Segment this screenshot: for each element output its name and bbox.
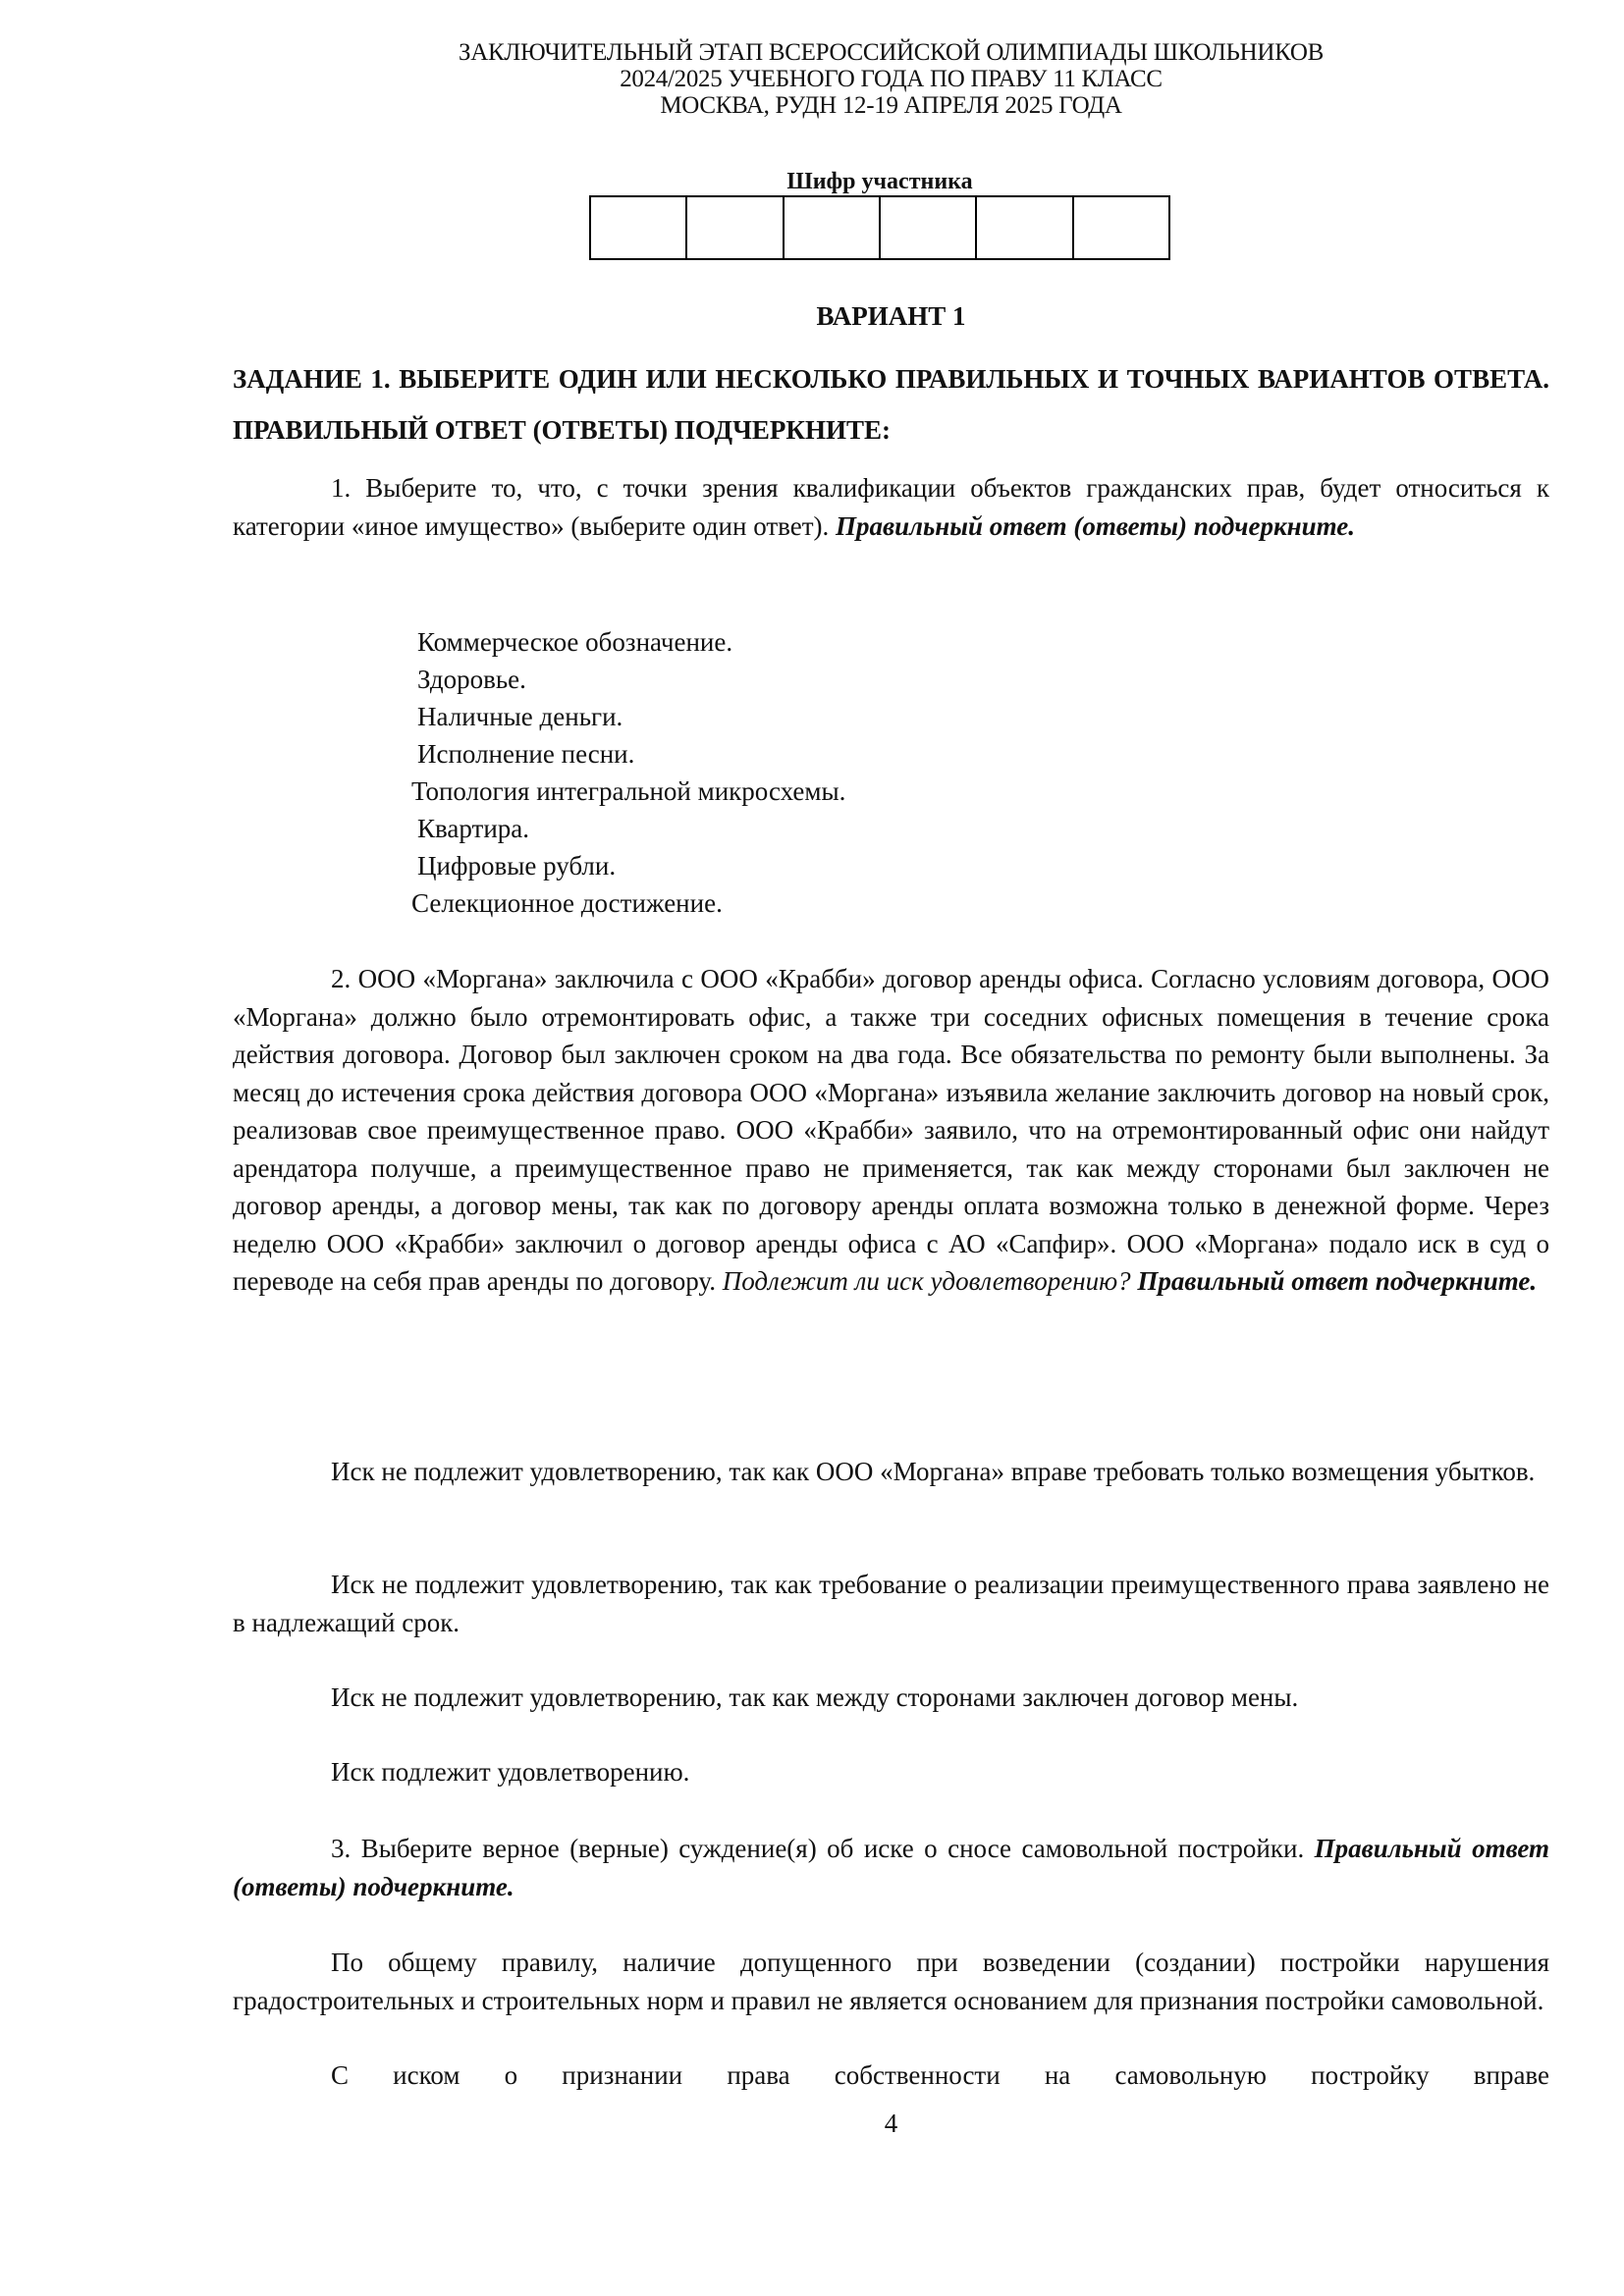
page-number: 4 xyxy=(884,2109,898,2138)
option-item[interactable]: Цифровые рубли. xyxy=(417,851,617,881)
question-1-instruction: Правильный ответ (ответы) подчеркните. xyxy=(836,510,1356,541)
cipher-cell-4[interactable] xyxy=(881,197,977,258)
option-item[interactable]: Топология интегральной микросхемы. xyxy=(411,776,846,806)
header-line-1: ЗАКЛЮЧИТЕЛЬНЫЙ ЭТАП ВСЕРОССИЙСКОЙ ОЛИМПИАДЫ ШКОЛЬНИКОВ xyxy=(459,39,1324,66)
question-2-option-4[interactable]: Иск подлежит удовлетворению. xyxy=(331,1757,690,1787)
cipher-cell-1[interactable] xyxy=(591,197,687,258)
cipher-cell-6[interactable] xyxy=(1074,197,1168,258)
question-1 xyxy=(233,469,1549,545)
header-line-3: МОСКВА, РУДН 12-19 АПРЕЛЯ 2025 ГОДА xyxy=(660,92,1122,119)
question-3-option-2[interactable]: С иском о признании права собственности на самовольную постройку вправе xyxy=(331,2060,1549,2090)
question-3-option-1[interactable]: По общему правилу, наличие допущенного при возведении (создании) постройки нарушения градостроительных и строительных норм и правил не является основанием для признания постройки самовольной. xyxy=(233,1948,1549,2015)
variant-title: ВАРИАНТ 1 xyxy=(816,301,966,331)
question-3-text: 3. Выберите верное (верные) суждение(я) об иске о сносе самовольной постройки. xyxy=(331,1834,1305,1863)
header-line-2: 2024/2025 УЧЕБНОГО ГОДА ПО ПРАВУ 11 КЛАСС xyxy=(620,66,1163,92)
cipher-cell-3[interactable] xyxy=(785,197,881,258)
question-1-text: 1. Выберите то, что, с точки зрения квалификации объектов гражданских прав, будет относиться к категории «иное имущество» (выберите один ответ). xyxy=(233,473,1549,541)
cipher-cell-5[interactable] xyxy=(977,197,1073,258)
cipher-box xyxy=(589,195,1170,260)
question-2-option-3[interactable]: Иск не подлежит удовлетворению, так как между сторонами заключен договор мены. xyxy=(331,1682,1299,1712)
option-item[interactable]: Селекционное достижение. xyxy=(411,888,723,918)
question-2-question: Подлежит ли иск удовлетворению? xyxy=(722,1266,1131,1296)
question-2-option-2[interactable]: Иск не подлежит удовлетворению, так как требование о реализации преимущественного права заявлено не в надлежащий срок. xyxy=(233,1570,1549,1637)
question-2-instruction: Правильный ответ подчеркните. xyxy=(1137,1266,1538,1296)
task-title: ЗАДАНИЕ 1. ВЫБЕРИТЕ ОДИН ИЛИ НЕСКОЛЬКО ПРАВИЛЬНЫХ И ТОЧНЫХ ВАРИАНТОВ ОТВЕТА. ПРАВИЛЬНЫЙ ОТВЕТ (ОТВЕТЫ) ПОДЧЕРКНИТЕ: xyxy=(233,364,1549,445)
question-1-options xyxy=(411,623,846,922)
cipher-label: Шифр участника xyxy=(786,169,973,194)
option-item[interactable]: Здоровье. xyxy=(417,665,526,694)
question-3 xyxy=(233,1830,1549,1905)
option-item[interactable]: Исполнение песни. xyxy=(417,739,635,769)
question-2 xyxy=(233,960,1549,1301)
cipher-cell-2[interactable] xyxy=(687,197,784,258)
question-2-text: 2. ООО «Моргана» заключила с ООО «Крабби» договор аренды офиса. Согласно условиям договора, ООО «Моргана» должно было отремонтировать офис, а также три соседних офисных помещения в течение срока действия договора. Договор был заключен сроком на два года. Все обязательства по ремонту были выполнены. За месяц до истечения срока действия договора ООО «Моргана» изъявила желание заключить договор на новый срок, реализовав свое преимущественное право. ООО «Крабби» заявило, что на отремонтированный офис они найдут арендатора получше, а преимущественное право не применяется, так как между сторонами был заключен не договор аренды, а договор мены, так как по договору аренды оплата возможна только в денежной форме. Через неделю ООО «Крабби» заключил о договор аренды офиса с АО «Сапфир». ООО «Моргана» подало иск в суд о переводе на себя прав аренды по договору. xyxy=(233,964,1549,1296)
option-item[interactable]: Наличные деньги. xyxy=(417,702,623,731)
question-2-option-1[interactable]: Иск не подлежит удовлетворению, так как ООО «Моргана» вправе требовать только возмещения убытков. xyxy=(331,1457,1536,1486)
option-item[interactable]: Квартира. xyxy=(417,814,530,843)
question-3-instruction: Правильный ответ (ответы) подчеркните. xyxy=(233,1834,1549,1901)
option-item[interactable]: Коммерческое обозначение. xyxy=(417,627,733,657)
document-header xyxy=(233,39,1549,119)
